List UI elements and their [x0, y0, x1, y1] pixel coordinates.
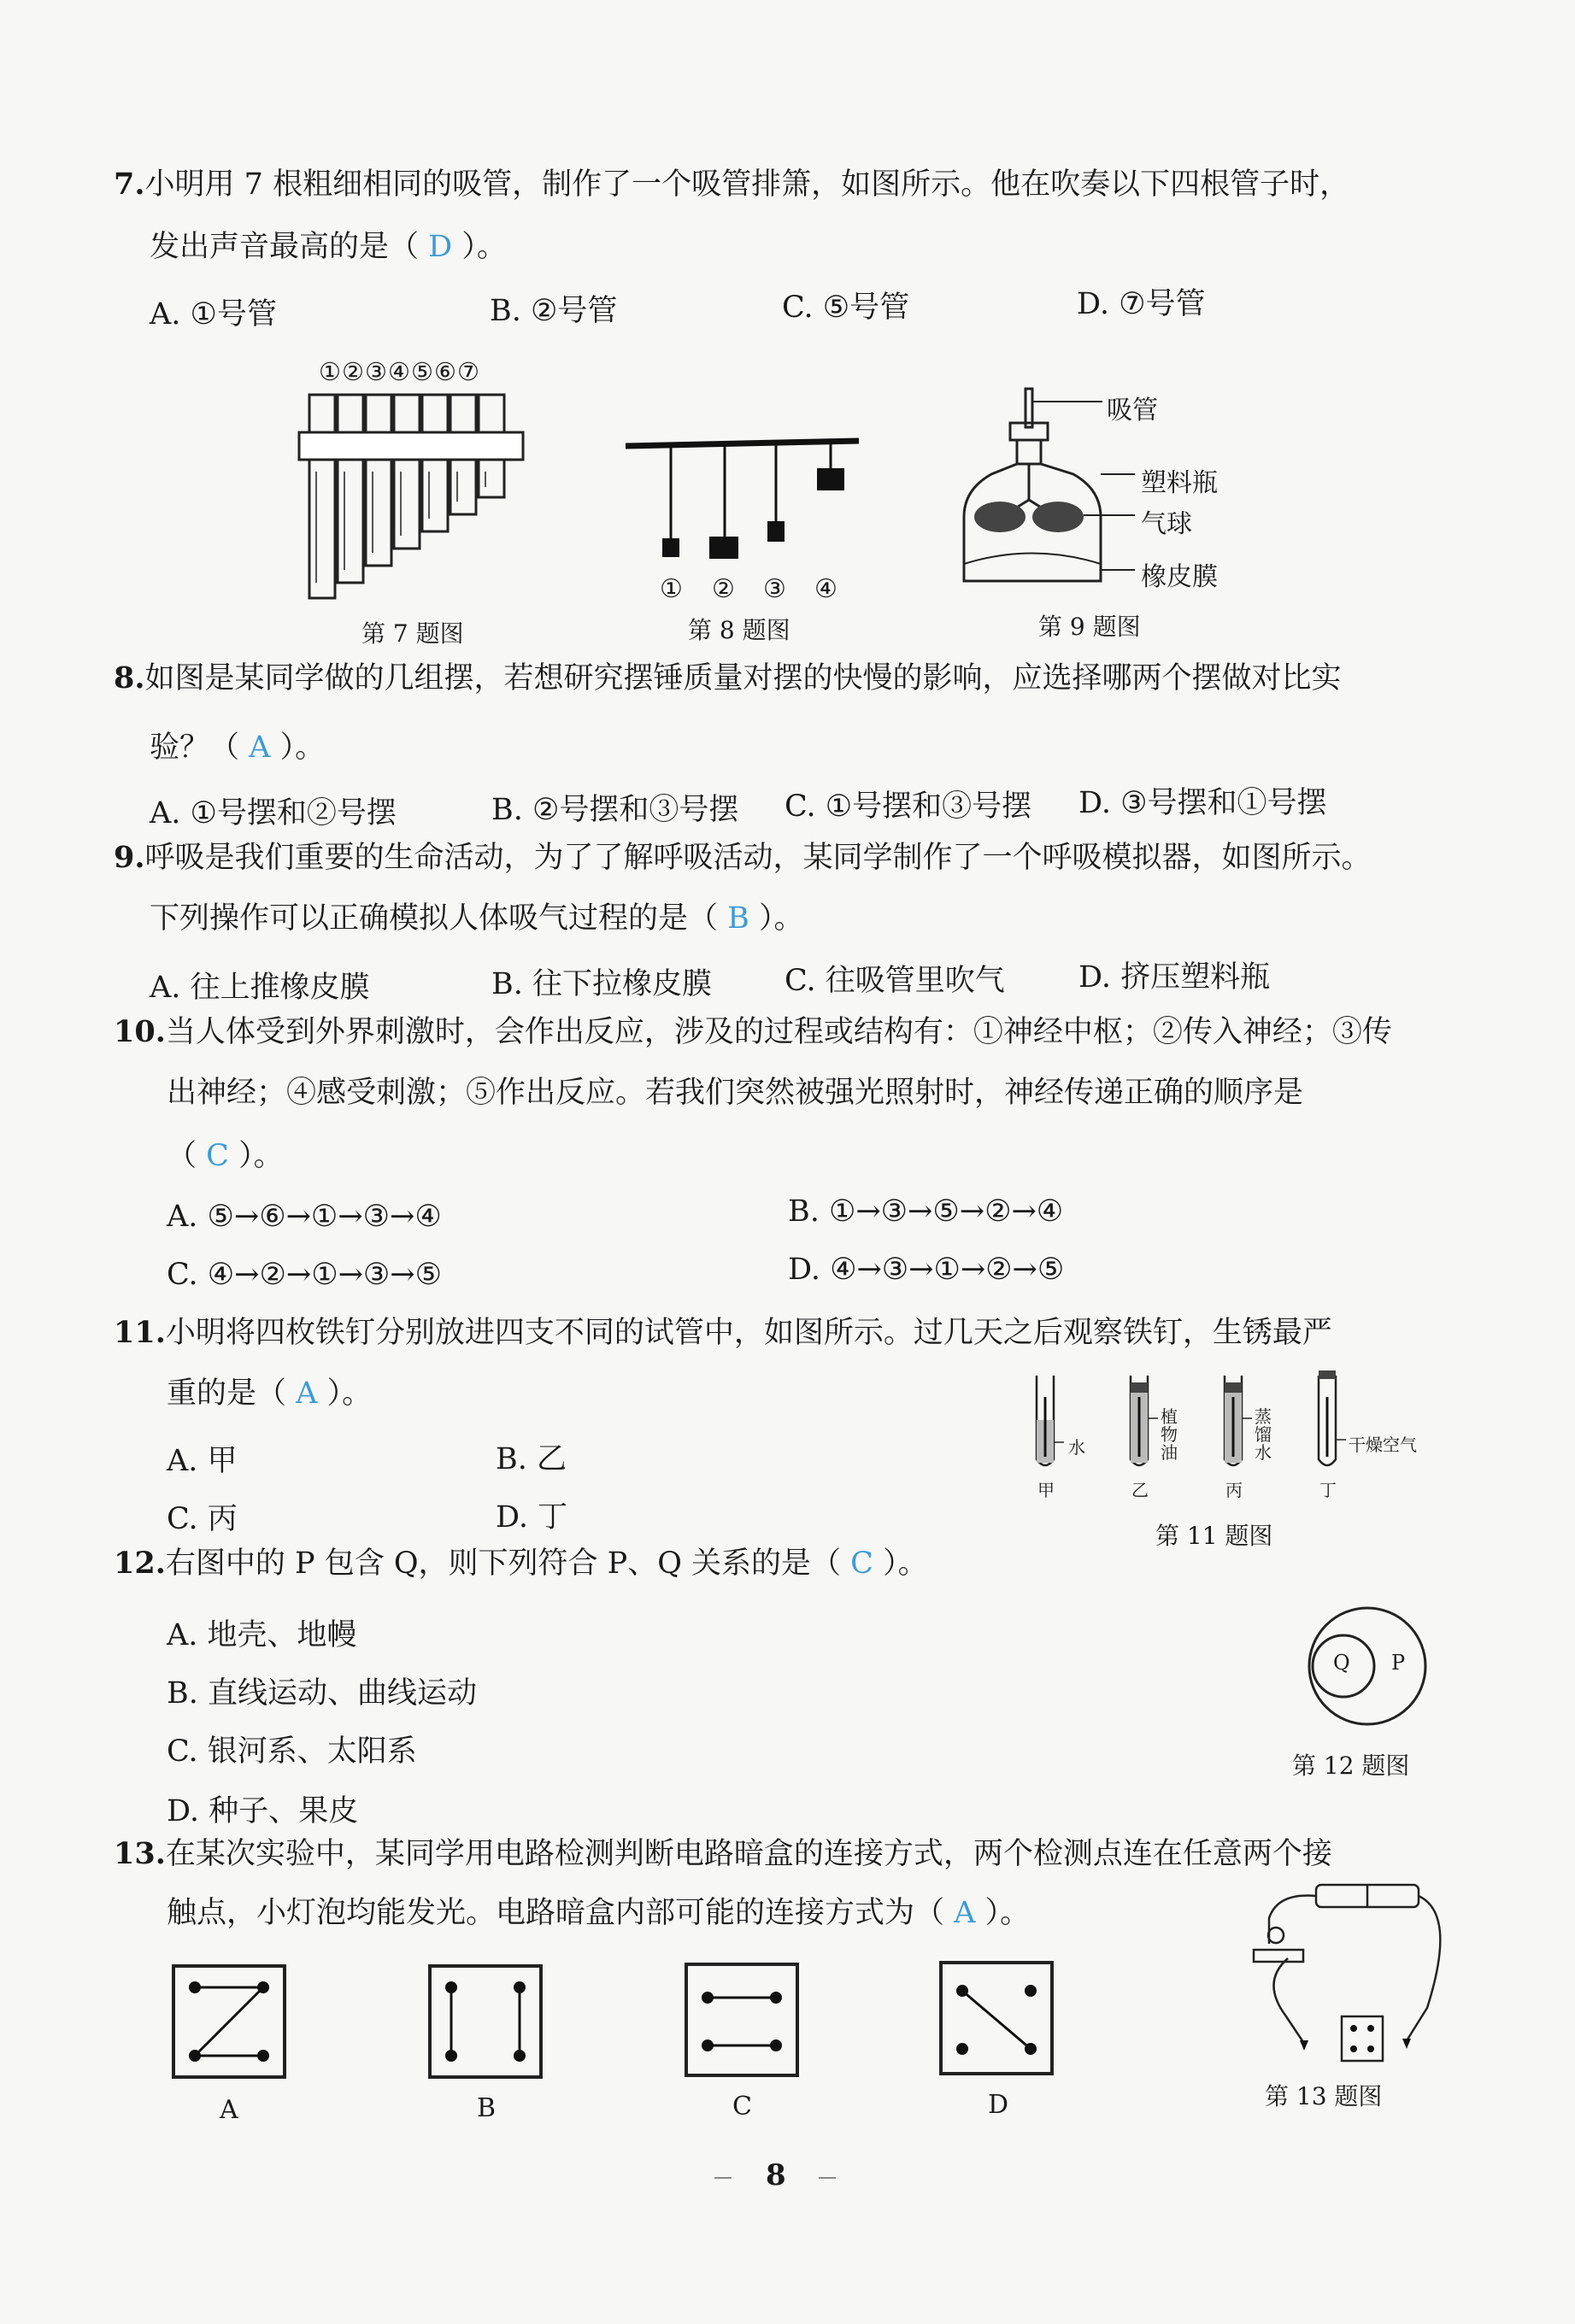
q7-line2: 发出声音最高的是（ D ）。 [150, 230, 507, 264]
q12-option-c: C. 银河系、太阳系 [167, 1734, 417, 1769]
q8-option-d: D. ③号摆和①号摆 [1078, 786, 1327, 820]
q7-line1 [114, 169, 1349, 200]
footer-rule-left [714, 2177, 732, 2179]
q7-option-a: A. ①号管 [150, 297, 277, 332]
q7-option-b: B. ②号管 [490, 294, 618, 328]
q9-option-c: C. 往吸管里吹气 [785, 964, 1005, 998]
q11-option-c: C. 丙 [167, 1502, 238, 1536]
q9-option-b: B. 往下拉橡皮膜 [491, 967, 712, 1001]
fig8-label-3: ③ [763, 574, 786, 604]
q12-line1: 12.右图中的 P 包含 Q，则下列符合 P、Q 关系的是（ C ）。 [114, 1546, 928, 1581]
q9-line1 [114, 842, 1372, 873]
fig9-label-straw: 吸管 [1107, 396, 1158, 425]
q11-option-b: B. 乙 [496, 1442, 567, 1476]
q11-option-d: D. 丁 [496, 1500, 568, 1535]
q7-answer: D [428, 230, 453, 264]
fig12-nested-circles [1306, 1605, 1431, 1729]
q10-line2: 出神经；④感受刺激；⑤作出反应。若我们突然被强光照射时，神经传递正确的顺序是 [167, 1076, 1304, 1110]
q9-line2: 下列操作可以正确模拟人体吸气过程的是（ B ）。 [150, 901, 804, 936]
fig9-label-membrane: 橡皮膜 [1141, 562, 1218, 592]
page-number: 8 [766, 2158, 786, 2192]
q9-option-d: D. 挤压塑料瓶 [1078, 960, 1271, 995]
q12-number: 12. [114, 1546, 166, 1581]
q10-option-c: C. ④→②→①→③→⑤ [167, 1258, 442, 1292]
q9-stem: 呼吸是我们重要的生命活动，为了了解呼吸活动，某同学制作了一个呼吸模拟器，如图所示。 [144, 841, 1372, 875]
fig8-label-2: ② [712, 574, 735, 604]
q10-option-b: B. ①→③→⑤→②→④ [788, 1194, 1064, 1229]
q10-answer: C [206, 1139, 229, 1173]
q13-stem: 在某次实验中，某同学用电路检测判断电路暗盒的连接方式，两个检测点连在任意两个接 [165, 1837, 1332, 1871]
q10-line1 [114, 1014, 1392, 1049]
q11-answer: A [296, 1376, 318, 1411]
fig11-tube-yi: 乙 [1131, 1480, 1149, 1500]
footer-rule-right [819, 2177, 836, 2179]
q8-option-b: B. ②号摆和③号摆 [491, 793, 739, 827]
fig13-circuit-tester [1243, 1880, 1436, 2068]
q12-option-d: D. 种子、果皮 [167, 1794, 359, 1828]
q11-option-a: A. 甲 [167, 1444, 238, 1478]
q7-stem: 小明用 7 根粗细相同的吸管，制作了一个吸管排箫，如图所示。他在吹奏以下四根管子时， [144, 167, 1350, 202]
q10-number: 10. [114, 1014, 166, 1049]
fig11-caption: 第 11 题图 [1155, 1522, 1273, 1550]
fig9-caption: 第 9 题图 [1038, 613, 1141, 641]
q11-line1 [114, 1315, 1332, 1350]
fig8-label-1: ① [660, 574, 683, 604]
q13-line1 [114, 1836, 1332, 1871]
fig11-tube-bing: 丙 [1225, 1480, 1243, 1500]
q12-answer: C [850, 1546, 873, 1581]
q8-option-a: A. ①号摆和②号摆 [150, 796, 397, 830]
q13-box-b [427, 1963, 544, 2080]
fig11-test-tubes [1021, 1359, 1414, 1487]
q8-number: 8. [114, 660, 145, 695]
q7-option-c: C. ⑤号管 [782, 290, 910, 325]
q13-option-a: A [220, 2095, 238, 2125]
q13-answer: A [954, 1896, 976, 1930]
q13-option-d: D [988, 2090, 1009, 2120]
q9-answer: B [727, 901, 749, 936]
q11-stem: 小明将四枚铁钉分别放进四支不同的试管中，如图所示。过几天之后观察铁钉，生锈最严 [165, 1316, 1332, 1350]
q13-box-a [171, 1963, 287, 2080]
q7-option-d: D. ⑦号管 [1077, 287, 1206, 321]
q11-number: 11. [114, 1315, 166, 1350]
q9-option-a: A. 往上推橡皮膜 [150, 971, 370, 1005]
q13-option-c: C [732, 2092, 752, 2122]
q8-line1 [114, 660, 1342, 695]
fig11-content-air: 干燥空气 [1349, 1435, 1417, 1455]
fig9-label-bottle: 塑料瓶 [1141, 468, 1218, 498]
fig7-pan-flute [299, 386, 530, 608]
q11-line2: 重的是（ A ）。 [167, 1376, 373, 1411]
q8-stem: 如图是某同学做的几组摆，若想研究摆锤质量对摆的快慢的影响，应选择哪两个摆做对比实 [144, 661, 1342, 695]
fig11-tube-ding: 丁 [1319, 1480, 1337, 1500]
fig8-caption: 第 8 题图 [688, 616, 790, 644]
fig12-label-q: Q [1333, 1651, 1350, 1675]
fig13-caption: 第 13 题图 [1265, 2082, 1383, 2110]
fig7-caption: 第 7 题图 [361, 619, 464, 648]
fig9-label-balloon: 气球 [1141, 509, 1192, 539]
fig7-pipe-numbers: ①②③④⑤⑥⑦ [319, 357, 480, 386]
fig12-caption: 第 12 题图 [1292, 1752, 1410, 1780]
q10-line3: （ C ）。 [167, 1139, 284, 1173]
fig11-content-distilled: 蒸馏水 [1255, 1406, 1272, 1463]
q9-number: 9. [114, 840, 145, 875]
fig11-content-water: 水 [1068, 1437, 1085, 1458]
fig12-label-p: P [1391, 1651, 1406, 1675]
q10-option-a: A. ⑤→⑥→①→③→④ [167, 1200, 442, 1234]
q10-stem: 当人体受到外界刺激时，会作出反应，涉及的过程或结构有：①神经中枢；②传入神经；③传 [165, 1015, 1392, 1049]
q13-number: 13. [114, 1836, 166, 1871]
q13-option-b: B [477, 2093, 497, 2123]
q12-option-a: A. 地壳、地幔 [167, 1618, 357, 1652]
q8-line2: 验？（ A ）。 [150, 731, 326, 765]
q8-option-c: C. ①号摆和③号摆 [785, 789, 1032, 824]
fig11-tube-jia: 甲 [1037, 1480, 1055, 1500]
q13-box-c [684, 1962, 800, 2078]
fig11-content-oil: 植物油 [1161, 1406, 1178, 1463]
q7-number: 7. [114, 167, 145, 202]
q12-stem: 右图中的 P 包含 Q，则下列符合 P、Q 关系的是（ [165, 1546, 842, 1581]
q10-option-d: D. ④→③→①→②→⑤ [788, 1253, 1065, 1287]
fig8-label-4: ④ [814, 574, 837, 604]
q12-option-b: B. 直线运动、曲线运动 [167, 1676, 477, 1711]
q13-box-d [938, 1960, 1055, 2076]
q8-answer: A [249, 731, 271, 765]
q13-line2: 触点，小灯泡均能发光。电路暗盒内部可能的连接方式为（ A ）。 [167, 1896, 1031, 1930]
fig8-pendulums [624, 436, 863, 564]
